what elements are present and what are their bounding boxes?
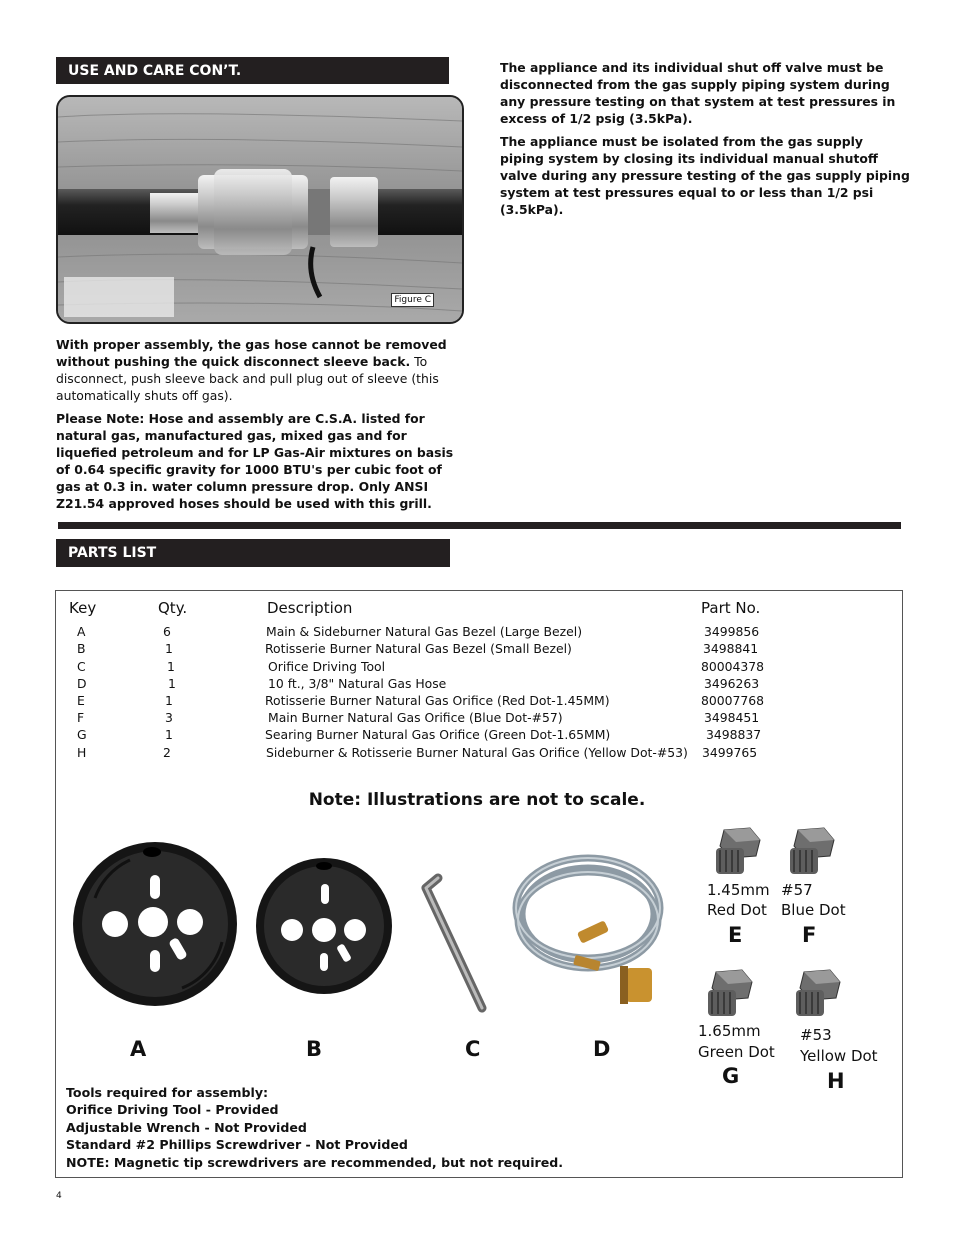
tools-required bbox=[66, 1084, 563, 1171]
orifice-e-size: 1.45mm bbox=[707, 881, 770, 899]
row-key: G bbox=[77, 727, 87, 742]
quick-disconnect-rest: To disconnect, push sleeve back and pull plug out of sleeve (this automatically shuts off gas). bbox=[56, 354, 439, 403]
figure-c-photo bbox=[56, 95, 464, 324]
row-qty: 1 bbox=[165, 641, 173, 656]
row-key: A bbox=[77, 624, 86, 639]
row-description: Rotisserie Burner Natural Gas Orifice (Red Dot-1.45MM) bbox=[265, 693, 610, 708]
use-care-header bbox=[56, 57, 449, 84]
orifice-h-color: Yellow Dot bbox=[800, 1047, 878, 1065]
large-bezel-illustration bbox=[70, 838, 240, 1008]
row-part-no: 3496263 bbox=[704, 676, 760, 691]
row-part-no: 3498451 bbox=[704, 710, 760, 725]
label-c: C bbox=[465, 1037, 481, 1061]
row-qty: 1 bbox=[168, 676, 176, 691]
label-f: F bbox=[802, 923, 817, 947]
quick-disconnect-bold: With proper assembly, the gas hose cannot be removed without pushing the quick disconnect sleeve back. bbox=[56, 337, 447, 369]
quick-disconnect-paragraph bbox=[56, 336, 466, 404]
row-key: C bbox=[77, 659, 86, 674]
row-qty: 1 bbox=[165, 727, 173, 742]
orifice-h-size: #53 bbox=[800, 1026, 832, 1044]
label-d: D bbox=[593, 1037, 611, 1061]
row-key: H bbox=[77, 745, 87, 760]
tool-item: Adjustable Wrench - Not Provided bbox=[66, 1119, 307, 1135]
section-divider bbox=[58, 522, 901, 529]
row-description: Rotisserie Burner Natural Gas Bezel (Small Bezel) bbox=[265, 641, 572, 656]
orifice-e-color: Red Dot bbox=[707, 901, 767, 919]
row-key: D bbox=[77, 676, 87, 691]
row-part-no: 3498837 bbox=[706, 727, 762, 742]
orifice-h-illustration bbox=[792, 968, 848, 1020]
orifice-f-size: #57 bbox=[781, 881, 813, 899]
label-h: H bbox=[827, 1069, 845, 1093]
label-g: G bbox=[722, 1064, 740, 1088]
quick-disconnect-illustration bbox=[58, 97, 462, 322]
tool-item: Standard #2 Phillips Screwdriver - Not Provided bbox=[66, 1137, 408, 1153]
pressure-test-paragraph-1: The appliance and its individual shut off valve must be disconnected from the gas supply piping system during any pressure testing on that system at test pressures in excess of 1/2 psig (3.5kPa). bbox=[500, 60, 896, 126]
row-part-no: 3499856 bbox=[704, 624, 760, 639]
row-description: Sideburner & Rotisserie Burner Natural Gas Orifice (Yellow Dot-#53) bbox=[266, 745, 688, 760]
row-description: Main & Sideburner Natural Gas Bezel (Large Bezel) bbox=[266, 624, 583, 639]
small-bezel-illustration bbox=[254, 856, 394, 996]
orifice-f-color: Blue Dot bbox=[781, 901, 846, 919]
orifice-g-color: Green Dot bbox=[698, 1043, 775, 1061]
row-key: E bbox=[77, 693, 85, 708]
row-qty: 6 bbox=[163, 624, 171, 639]
please-note-paragraph: Please Note: Hose and assembly are C.S.A. listed for natural gas, manufactured gas, mixed gas and for liquefied petroleum and for LP Gas-Air mixtures on basis of 0.64 specific gravity for 1000 BTU's per cubic foot of gas at 0.3 in. water column pressure drop. Only ANSI Z21.54 approved hoses should be used with this grill. bbox=[56, 411, 454, 511]
parts-list-header bbox=[56, 539, 450, 567]
row-qty: 3 bbox=[165, 710, 173, 725]
orifice-g-illustration bbox=[704, 968, 760, 1020]
row-part-no: 3499765 bbox=[702, 745, 758, 760]
gas-hose-illustration bbox=[508, 838, 668, 1008]
illustration-scale-note: Note: Illustrations are not to scale. bbox=[308, 790, 646, 810]
label-e: E bbox=[728, 923, 743, 947]
row-description: Main Burner Natural Gas Orifice (Blue Dot-#57) bbox=[268, 710, 563, 725]
orifice-e-illustration bbox=[712, 826, 768, 878]
column-header-part-no: Part No. bbox=[701, 599, 761, 617]
orifice-g-size: 1.65mm bbox=[698, 1022, 761, 1040]
row-qty: 1 bbox=[165, 693, 173, 708]
row-qty: 1 bbox=[167, 659, 175, 674]
row-description: 10 ft., 3/8" Natural Gas Hose bbox=[268, 676, 447, 691]
pressure-test-paragraph-2: The appliance must be isolated from the gas supply piping system by closing its individual manual shutoff valve during any pressure testing of the gas supply piping system at test pressures equal to or less than 1/2 psi (3.5kPa). bbox=[500, 134, 910, 217]
orifice-f-illustration bbox=[786, 826, 842, 878]
use-care-title: USE AND CARE CON’T. bbox=[68, 62, 242, 79]
column-header-description: Description bbox=[267, 599, 353, 617]
column-header-qty: Qty. bbox=[158, 599, 188, 617]
row-part-no: 80004378 bbox=[701, 659, 765, 674]
tools-title: Tools required for assembly: bbox=[66, 1085, 269, 1100]
parts-list-title: PARTS LIST bbox=[68, 545, 157, 561]
orifice-driving-tool-illustration bbox=[418, 870, 498, 1020]
figure-c-label: Figure C bbox=[391, 293, 434, 307]
row-description: Orifice Driving Tool bbox=[268, 659, 386, 674]
row-qty: 2 bbox=[163, 745, 171, 760]
tool-item: Orifice Driving Tool - Provided bbox=[66, 1102, 279, 1118]
row-description: Searing Burner Natural Gas Orifice (Green Dot-1.65MM) bbox=[265, 727, 611, 742]
column-header-key: Key bbox=[69, 599, 97, 617]
label-a: A bbox=[130, 1037, 147, 1061]
row-key: B bbox=[77, 641, 86, 656]
row-part-no: 3498841 bbox=[703, 641, 759, 656]
label-b: B bbox=[306, 1037, 323, 1061]
row-key: F bbox=[77, 710, 85, 725]
tool-item: NOTE: Magnetic tip screwdrivers are recommended, but not required. bbox=[66, 1154, 564, 1170]
page-number: 4 bbox=[56, 1191, 62, 1201]
row-part-no: 80007768 bbox=[701, 693, 765, 708]
